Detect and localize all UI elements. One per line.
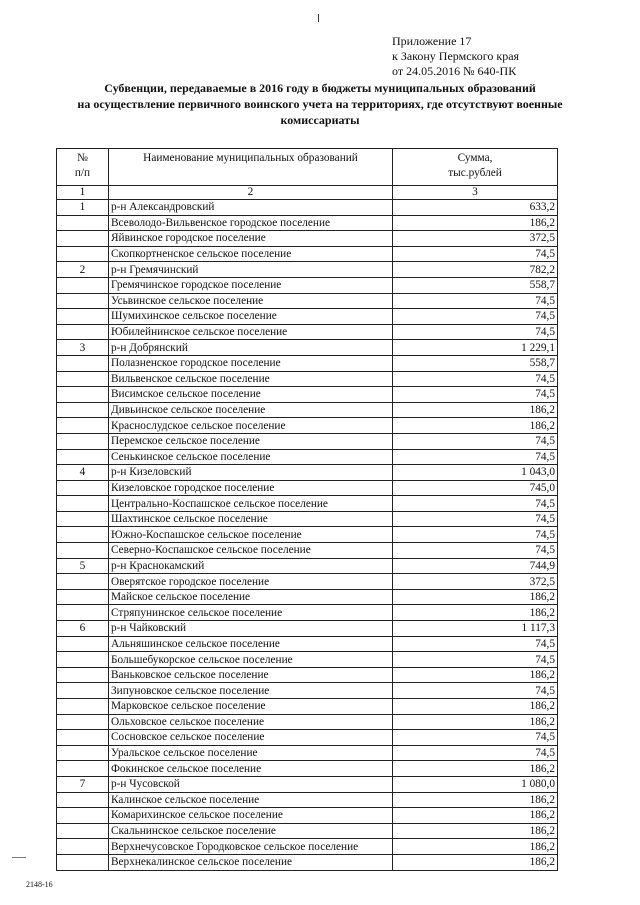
amount: 74,5 xyxy=(393,745,558,761)
table-row xyxy=(57,699,558,715)
table-row xyxy=(57,652,558,668)
amount: 74,5 xyxy=(393,527,558,543)
amount: 74,5 xyxy=(393,324,558,340)
table-row xyxy=(57,496,558,512)
amount: 74,5 xyxy=(393,371,558,387)
municipality-name: Краснослудское сельское поселение xyxy=(109,418,393,434)
row-number xyxy=(57,309,109,325)
amount: 186,2 xyxy=(393,215,558,231)
row-number xyxy=(57,433,109,449)
table-body xyxy=(57,200,558,871)
amount: 74,5 xyxy=(393,511,558,527)
appendix-line: от 24.05.2016 № 640-ПК xyxy=(392,64,517,78)
amount: 1 229,1 xyxy=(393,340,558,356)
row-number xyxy=(57,449,109,465)
amount: 74,5 xyxy=(393,433,558,449)
table-row xyxy=(57,387,558,403)
amount: 1 043,0 xyxy=(393,465,558,481)
municipality-name: Полазненское городское поселение xyxy=(109,355,393,371)
table-row xyxy=(57,433,558,449)
amount: 186,2 xyxy=(393,854,558,870)
row-number xyxy=(57,854,109,870)
table-row xyxy=(57,761,558,777)
table-row xyxy=(57,683,558,699)
municipality-name: Ольховское сельское поселение xyxy=(109,714,393,730)
row-number xyxy=(57,324,109,340)
municipality-name: Кизеловское городское поселение xyxy=(109,480,393,496)
row-number xyxy=(57,761,109,777)
header-num xyxy=(57,149,109,186)
municipality-name: Всеволодо-Вильвенское городское поселение xyxy=(109,215,393,231)
row-number xyxy=(57,667,109,683)
amount: 186,2 xyxy=(393,839,558,855)
municipality-name: Стряпунинское сельское поселение xyxy=(109,605,393,621)
subsidies-table xyxy=(56,148,558,871)
row-number xyxy=(57,636,109,652)
column-number: 3 xyxy=(393,186,558,200)
amount: 186,2 xyxy=(393,761,558,777)
municipality-name: Оверятское городское поселение xyxy=(109,574,393,590)
column-number: 1 xyxy=(57,186,109,200)
municipality-name: Альняшинское сельское поселение xyxy=(109,636,393,652)
table-row xyxy=(57,480,558,496)
row-number: 4 xyxy=(57,465,109,481)
amount: 74,5 xyxy=(393,652,558,668)
row-number xyxy=(57,714,109,730)
municipality-name: р-н Гремячинский xyxy=(109,262,393,278)
municipality-name: Скопкортненское сельское поселение xyxy=(109,246,393,262)
amount: 186,2 xyxy=(393,667,558,683)
table-row xyxy=(57,839,558,855)
row-number xyxy=(57,371,109,387)
row-number xyxy=(57,792,109,808)
amount: 186,2 xyxy=(393,402,558,418)
amount: 74,5 xyxy=(393,636,558,652)
municipality-name: Усьвинское сельское поселение xyxy=(109,293,393,309)
municipality-name: Уральское сельское поселение xyxy=(109,745,393,761)
municipality-name: Северно-Коспашское сельское поселение xyxy=(109,543,393,559)
amount: 1 117,3 xyxy=(393,621,558,637)
table-row xyxy=(57,621,558,637)
table-row xyxy=(57,465,558,481)
amount: 74,5 xyxy=(393,496,558,512)
row-number: 1 xyxy=(57,200,109,216)
table-row xyxy=(57,589,558,605)
amount: 74,5 xyxy=(393,683,558,699)
amount: 372,5 xyxy=(393,574,558,590)
municipality-name: Южно-Коспашское сельское поселение xyxy=(109,527,393,543)
table-row xyxy=(57,667,558,683)
municipality-name: Ваньковское сельское поселение xyxy=(109,667,393,683)
title-line: комиссариаты xyxy=(280,113,360,127)
amount: 186,2 xyxy=(393,418,558,434)
municipality-name: Верхнекалинское сельское поселение xyxy=(109,854,393,870)
table-row xyxy=(57,231,558,247)
document-title xyxy=(40,80,600,128)
table-row xyxy=(57,776,558,792)
title-line: на осуществление первичного воинского учета на территориях, где отсутствуют военные xyxy=(77,97,563,111)
municipality-name: р-н Добрянский xyxy=(109,340,393,356)
table-header-row xyxy=(57,149,558,186)
municipality-name: Марковское сельское поселение xyxy=(109,699,393,715)
row-number xyxy=(57,402,109,418)
row-number xyxy=(57,652,109,668)
row-number xyxy=(57,215,109,231)
table-row xyxy=(57,636,558,652)
municipality-name: р-н Кизеловский xyxy=(109,465,393,481)
row-number xyxy=(57,683,109,699)
row-number: 3 xyxy=(57,340,109,356)
appendix-line: Приложение 17 xyxy=(392,34,472,48)
table-row xyxy=(57,340,558,356)
table-row xyxy=(57,558,558,574)
amount: 74,5 xyxy=(393,387,558,403)
header-sum xyxy=(393,149,558,186)
amount: 186,2 xyxy=(393,714,558,730)
municipality-name: р-н Чайковский xyxy=(109,621,393,637)
row-number: 7 xyxy=(57,776,109,792)
row-number xyxy=(57,823,109,839)
table-row xyxy=(57,246,558,262)
column-number-row xyxy=(57,186,558,200)
row-number xyxy=(57,589,109,605)
table-row xyxy=(57,543,558,559)
amount: 186,2 xyxy=(393,792,558,808)
municipality-name: Вильвенское сельское поселение xyxy=(109,371,393,387)
amount: 558,7 xyxy=(393,277,558,293)
row-number xyxy=(57,293,109,309)
amount: 74,5 xyxy=(393,246,558,262)
column-number: 2 xyxy=(109,186,393,200)
scan-mark xyxy=(318,14,319,22)
row-number xyxy=(57,543,109,559)
table-row xyxy=(57,277,558,293)
amount: 74,5 xyxy=(393,309,558,325)
header-sum-line: Сумма, xyxy=(457,152,493,164)
table-row xyxy=(57,215,558,231)
municipality-name: Центрально-Коспашское сельское поселение xyxy=(109,496,393,512)
table-row xyxy=(57,605,558,621)
municipality-name: Фокинское сельское поселение xyxy=(109,761,393,777)
municipality-name: Сосновское сельское поселение xyxy=(109,730,393,746)
table-row xyxy=(57,745,558,761)
row-number: 6 xyxy=(57,621,109,637)
row-number xyxy=(57,480,109,496)
municipality-name: Зипуновское сельское поселение xyxy=(109,683,393,699)
header-name: Наименование муниципальных образований xyxy=(109,149,393,186)
amount: 74,5 xyxy=(393,449,558,465)
table-row xyxy=(57,823,558,839)
row-number xyxy=(57,511,109,527)
table-row xyxy=(57,792,558,808)
table-row xyxy=(57,854,558,870)
municipality-name: Верхнечусовское Городковское сельское поселение xyxy=(109,839,393,855)
municipality-name: Дивьинское сельское поселение xyxy=(109,402,393,418)
header-num-line: № xyxy=(77,152,88,164)
title-line: Субвенции, передаваемые в 2016 году в бюджеты муниципальных образований xyxy=(104,81,536,95)
amount: 186,2 xyxy=(393,699,558,715)
row-number xyxy=(57,605,109,621)
table-row xyxy=(57,449,558,465)
row-number xyxy=(57,355,109,371)
amount: 745,0 xyxy=(393,480,558,496)
appendix-note xyxy=(392,34,519,79)
table-row xyxy=(57,262,558,278)
amount: 74,5 xyxy=(393,293,558,309)
row-number xyxy=(57,699,109,715)
row-number: 2 xyxy=(57,262,109,278)
table-row xyxy=(57,418,558,434)
table-row xyxy=(57,355,558,371)
municipality-name: Шахтинское сельское поселение xyxy=(109,511,393,527)
municipality-name: Висимское сельское поселение xyxy=(109,387,393,403)
table-row xyxy=(57,574,558,590)
table-row xyxy=(57,714,558,730)
municipality-name: р-н Чусовской xyxy=(109,776,393,792)
appendix-line: к Закону Пермского края xyxy=(392,49,520,63)
municipality-name: р-н Краснокамский xyxy=(109,558,393,574)
municipality-name: р-н Александровский xyxy=(109,200,393,216)
amount: 186,2 xyxy=(393,605,558,621)
municipality-name: Комарихинское сельское поселение xyxy=(109,808,393,824)
amount: 558,7 xyxy=(393,355,558,371)
municipality-name: Скальнинское сельское поселение xyxy=(109,823,393,839)
row-number xyxy=(57,496,109,512)
municipality-name: Шумихинское сельское поселение xyxy=(109,309,393,325)
row-number: 5 xyxy=(57,558,109,574)
amount: 744,9 xyxy=(393,558,558,574)
header-sum-line: тыс.рублей xyxy=(448,167,502,179)
municipality-name: Яйвинское городское поселение xyxy=(109,231,393,247)
table-row xyxy=(57,511,558,527)
footer-code: 2148-16 xyxy=(26,880,53,889)
amount: 186,2 xyxy=(393,808,558,824)
row-number xyxy=(57,418,109,434)
row-number xyxy=(57,527,109,543)
amount: 633,2 xyxy=(393,200,558,216)
row-number xyxy=(57,574,109,590)
table-row xyxy=(57,402,558,418)
municipality-name: Перемское сельское поселение xyxy=(109,433,393,449)
municipality-name: Сенькинское сельское поселение xyxy=(109,449,393,465)
table-row xyxy=(57,309,558,325)
table-row xyxy=(57,527,558,543)
row-number xyxy=(57,808,109,824)
amount: 186,2 xyxy=(393,589,558,605)
header-num-line: п/п xyxy=(74,167,91,179)
row-number xyxy=(57,839,109,855)
table-row xyxy=(57,371,558,387)
amount: 372,5 xyxy=(393,231,558,247)
row-number xyxy=(57,730,109,746)
row-number xyxy=(57,387,109,403)
municipality-name: Калинское сельское поселение xyxy=(109,792,393,808)
amount: 186,2 xyxy=(393,823,558,839)
amount: 74,5 xyxy=(393,730,558,746)
scan-mark xyxy=(12,857,26,858)
amount: 74,5 xyxy=(393,543,558,559)
municipality-name: Юбилейнинское сельское поселение xyxy=(109,324,393,340)
row-number xyxy=(57,246,109,262)
table-row xyxy=(57,200,558,216)
amount: 782,2 xyxy=(393,262,558,278)
table-row xyxy=(57,808,558,824)
amount: 1 080,0 xyxy=(393,776,558,792)
municipality-name: Гремячинское городское поселение xyxy=(109,277,393,293)
row-number xyxy=(57,745,109,761)
row-number xyxy=(57,277,109,293)
table-row xyxy=(57,730,558,746)
municipality-name: Большебукорское сельское поселение xyxy=(109,652,393,668)
table-row xyxy=(57,293,558,309)
municipality-name: Майское сельское поселение xyxy=(109,589,393,605)
row-number xyxy=(57,231,109,247)
table-row xyxy=(57,324,558,340)
